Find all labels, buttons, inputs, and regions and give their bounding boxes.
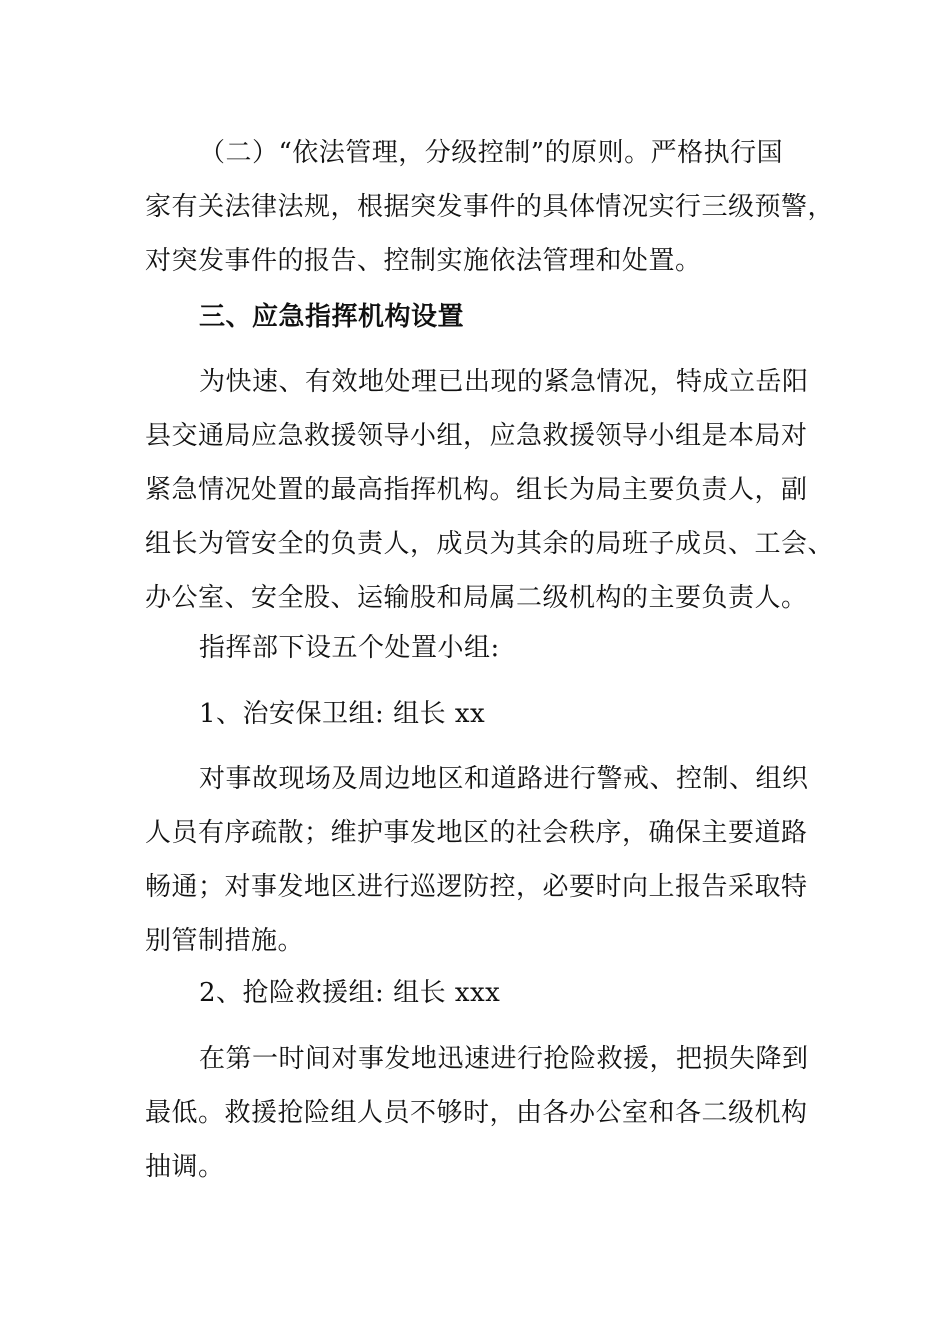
subgroups-intro-paragraph [145,621,805,675]
paragraph-line: 1、治安保卫组: 组长 xx [199,699,486,729]
paragraph-line: 对事故现场及周边地区和道路进行警戒、控制、组织 [199,764,809,794]
paragraph-line: 组长为管安全的负责人，成员为其余的局班子成员、工会、 [145,529,835,559]
paragraph-line: 在第一时间对事发地迅速进行抢险救援，把损失降到 [199,1044,809,1074]
paragraph-line: 最低。救援抢险组人员不够时，由各办公室和各二级机构 [145,1098,808,1128]
paragraph-line: 办公室、安全股、运输股和局属二级机构的主要负责人。 [145,583,808,613]
paragraph-line: （二）“依法管理，分级控制”的原则。严格执行国 [199,138,784,168]
paragraph-line: 紧急情况处置的最高指挥机构。组长为局主要负责人，副 [145,475,808,505]
group-2-description [145,1032,809,1194]
paragraph-line: 指挥部下设五个处置小组: [199,633,500,663]
group-1-description [145,752,809,968]
paragraph-line: 家有关法律法规，根据突发事件的具体情况实行三级预警， [145,192,835,222]
group-1-title [145,687,805,741]
paragraph-line: 对突发事件的报告、控制实施依法管理和处置。 [145,246,702,276]
group-2-title [145,966,805,1020]
paragraph-line: 2、抢险救援组: 组长 xxx [199,978,501,1008]
paragraph-line: 为快速、有效地处理已出现的紧急情况，特成立岳阳 [199,367,809,397]
principle-2-paragraph [145,126,835,288]
paragraph-line: 抽调。 [145,1152,225,1182]
paragraph-line: 畅通；对事发地区进行巡逻防控，必要时向上报告采取特 [145,872,808,902]
section-3-intro-paragraph [145,355,835,625]
section-3-heading [145,290,805,344]
paragraph-line: 人员有序疏散；维护事发地区的社会秩序，确保主要道路 [145,818,808,848]
paragraph-line: 县交通局应急救援领导小组，应急救援领导小组是本局对 [145,421,808,451]
paragraph-line: 别管制措施。 [145,926,305,956]
heading-text: 三、应急指挥机构设置 [199,302,465,332]
